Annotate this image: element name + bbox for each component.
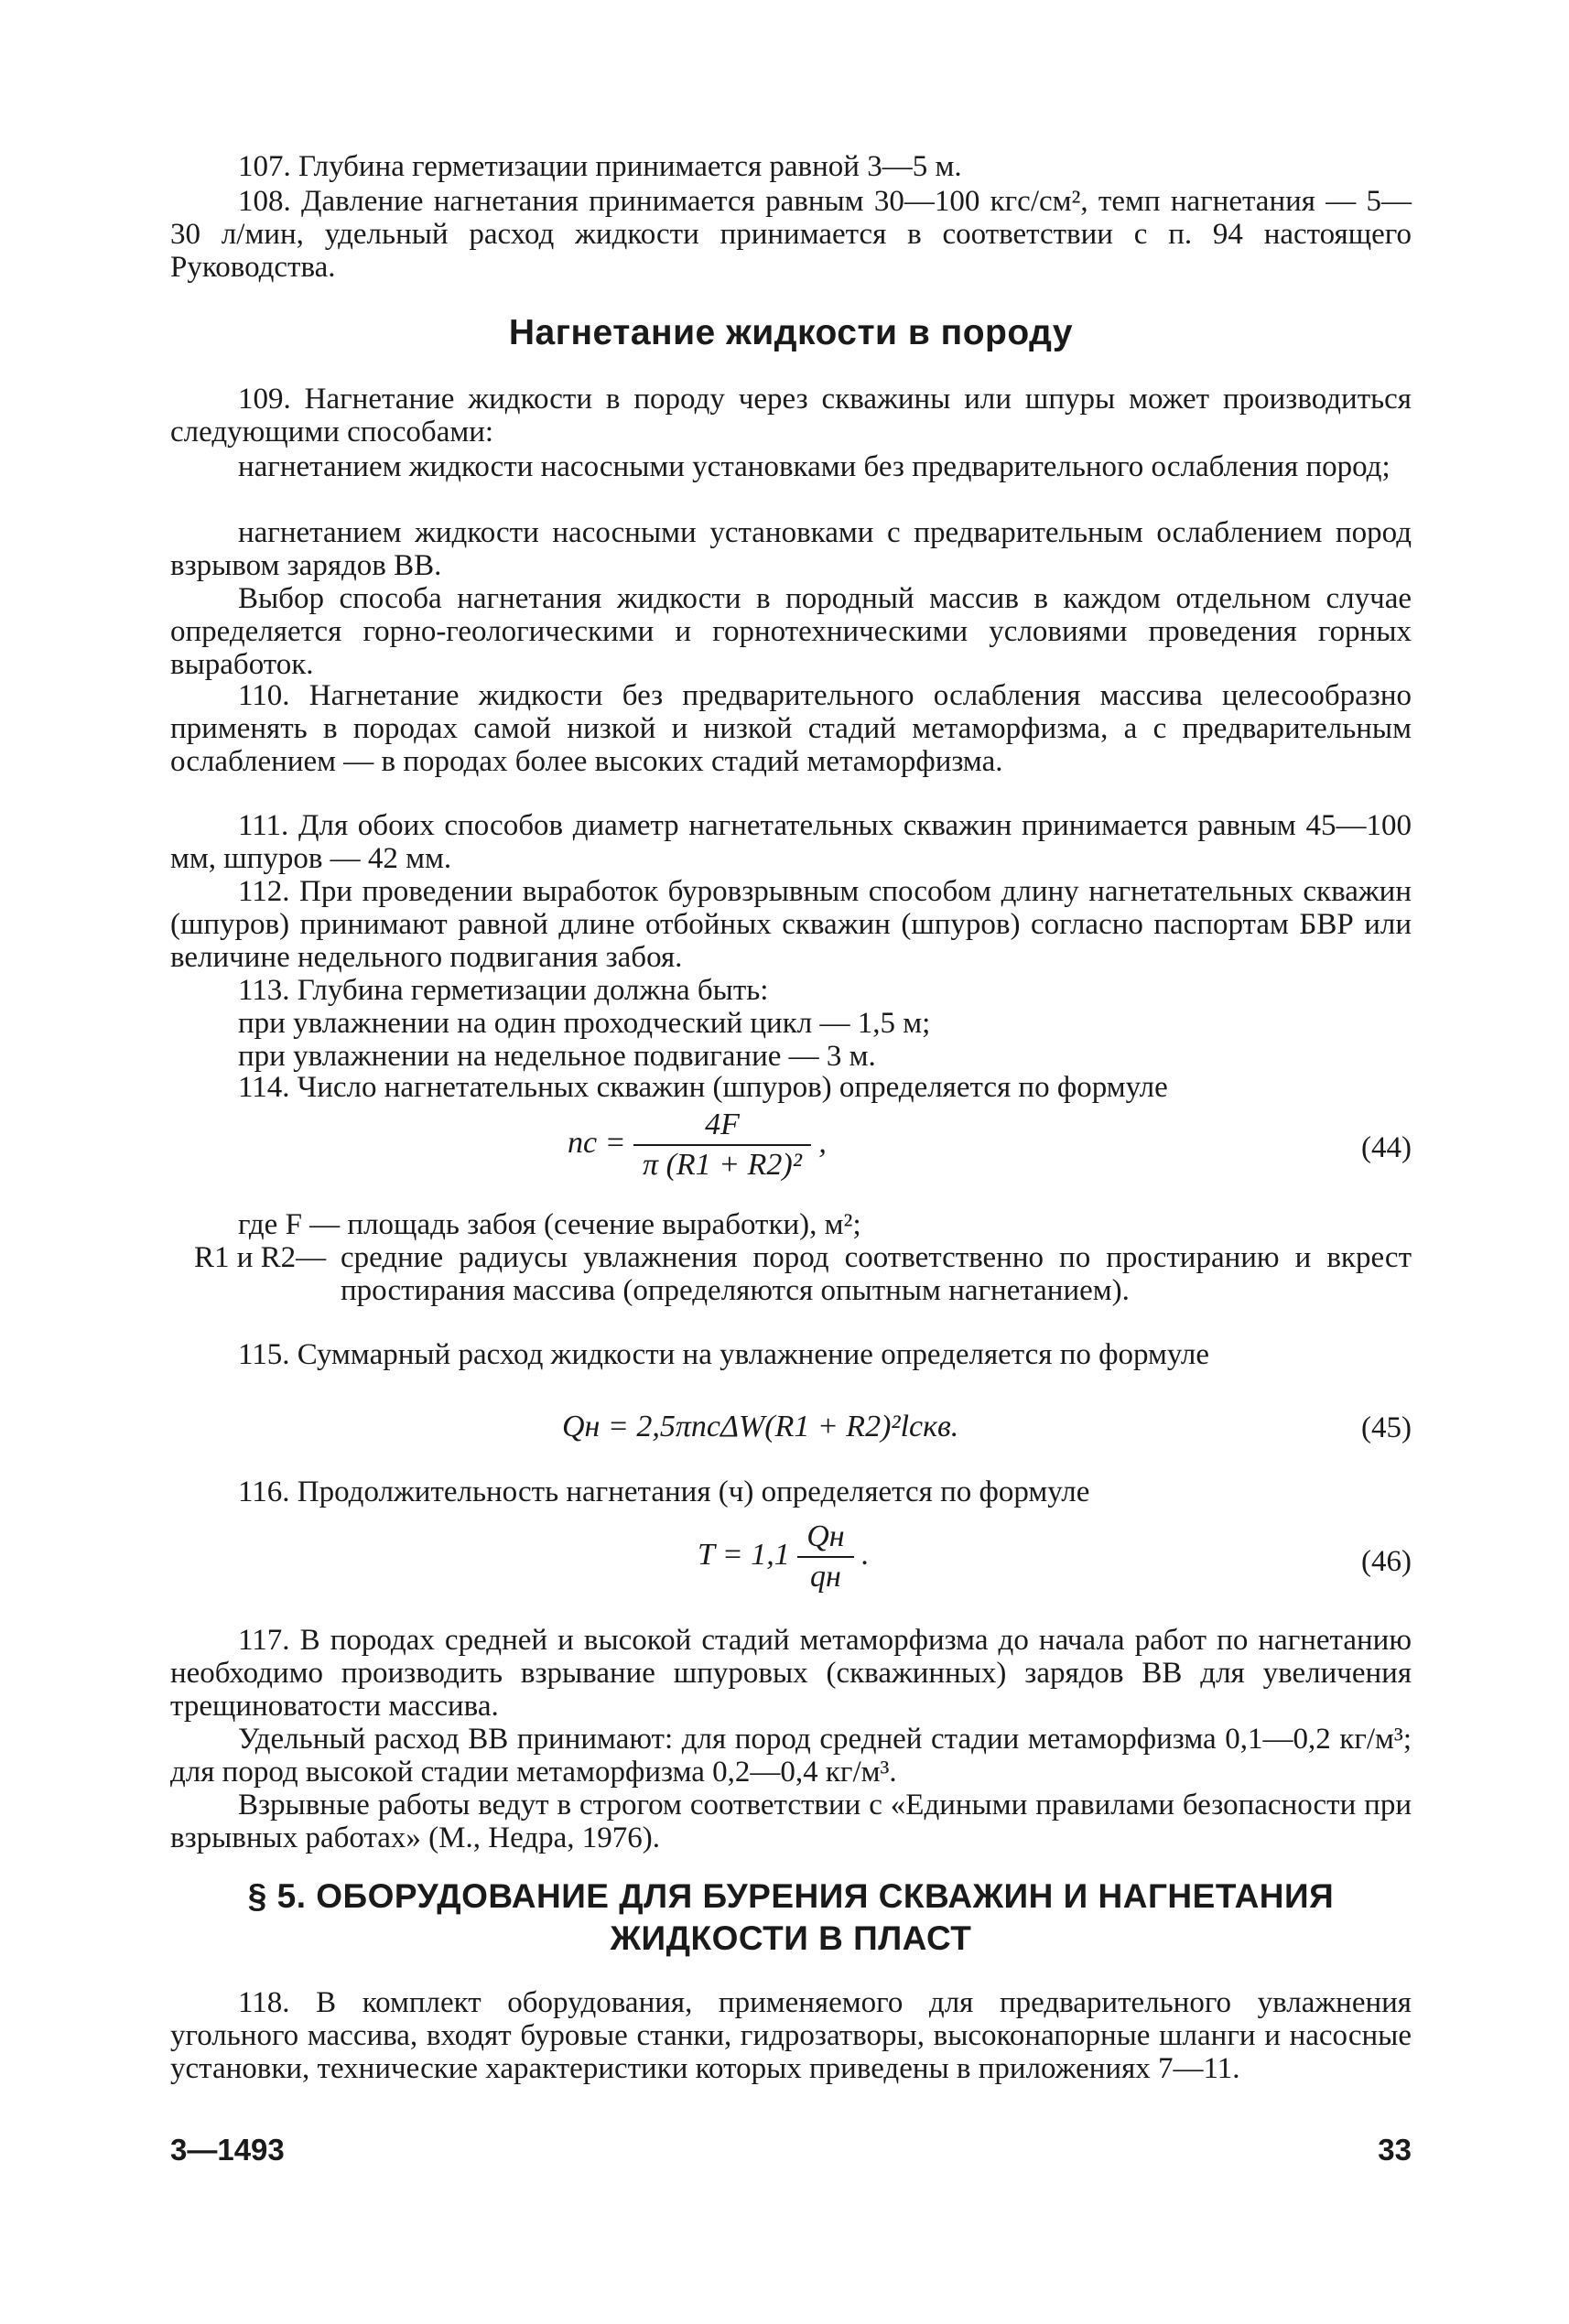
definition-where-f: где F — площадь забоя (сечение выработки), м²;: [238, 1208, 861, 1241]
footer-signature-mark: 3—1493: [170, 2133, 285, 2167]
definition-r-text: средние радиусы увлажнения пород соответственно по простиранию и вкрест простирания массива (определяются опытным нагнетанием).: [341, 1241, 1412, 1307]
paragraph-114: 114. Число нагнетательных скважин (шпуров) определяется по формуле: [238, 1071, 1168, 1104]
formula-45-number: (45): [1361, 1411, 1412, 1444]
formula-44-number: (44): [1361, 1131, 1412, 1164]
formula-46-fraction: [797, 1519, 853, 1594]
paragraph-117: 117. В породах средней и высокой стадий метаморфизма до начала работ по нагнетанию необходимо производить взрывание шпуровых (скважинных) зарядов ВВ для увеличения трещиноватости массива.: [170, 1624, 1412, 1723]
formula-45: Qн = 2,5πncΔW(R1 + R2)²lскв.: [562, 1410, 959, 1443]
paragraph-117-safety-rules: Взрывные работы ведут в строгом соответствии с «Едиными правилами безопасности при взрывных работах» (М., Недра, 1976).: [170, 1789, 1412, 1854]
formula-46-tail: .: [861, 1537, 870, 1572]
section-5-title-line-1: § 5. ОБОРУДОВАНИЕ ДЛЯ БУРЕНИЯ СКВАЖИН И НАГНЕТАНИЯ: [247, 1877, 1335, 1915]
definition-r-label: R1 и R2—: [194, 1241, 327, 1274]
paragraph-109-method-b: нагнетанием жидкости насосными установками с предварительным ослаблением пород взрывом зарядов ВВ.: [170, 516, 1412, 582]
paragraph-115: 115. Суммарный расход жидкости на увлажнение определяется по формуле: [238, 1338, 1210, 1371]
paragraph-107: 107. Глубина герметизации принимается равной 3—5 м.: [238, 150, 962, 183]
formula-46-denominator: qн: [810, 1560, 841, 1594]
formula-44-fraction: [633, 1108, 811, 1183]
formula-44-denominator: π (R1 + R2)²: [643, 1148, 802, 1182]
formula-44-tail: ,: [818, 1125, 827, 1160]
formula-44-numerator: 4F: [633, 1108, 811, 1146]
page-number: 33: [1378, 2133, 1412, 2167]
paragraph-111: 111. Для обоих способов диаметр нагнетательных скважин принимается равным 45—100 мм, шпуров — 42 мм.: [170, 809, 1412, 875]
formula-46-numerator: Qн: [797, 1519, 853, 1558]
formula-46: [698, 1519, 870, 1594]
formula-44-lhs: nc =: [568, 1125, 626, 1160]
paragraph-113: 113. Глубина герметизации должна быть:: [238, 974, 769, 1007]
paragraph-109-choice: Выбор способа нагнетания жидкости в породный массив в каждом отдельном случае определяется горно-геологическими и горнотехническими условиями проведения горных выработок.: [170, 582, 1412, 681]
paragraph-113-item-b: при увлажнении на недельное подвигание — 3 м.: [238, 1040, 876, 1073]
paragraph-117-explosive-rate: Удельный расход ВВ принимают: для пород средней стадии метаморфизма 0,1—0,2 кг/м³; для пород высокой стадии метаморфизма 0,2—0,4 кг/м³.: [170, 1723, 1412, 1789]
section-5-title-line-2: ЖИДКОСТИ В ПЛАСТ: [610, 1919, 972, 1957]
formula-46-number: (46): [1361, 1545, 1412, 1578]
paragraph-118: 118. В комплект оборудования, применяемого для предварительного увлажнения угольного массива, входят буровые станки, гидрозатворы, высоконапорные шланги и насосные установки, технические характеристики которых приведены в приложениях 7—11.: [170, 1986, 1412, 2085]
paragraph-109: 109. Нагнетание жидкости в породу через скважины или шпуры может производиться следующими способами:: [170, 383, 1412, 449]
paragraph-113-item-a: при увлажнении на один проходческий цикл — 1,5 м;: [238, 1007, 931, 1040]
paragraph-109-method-a: нагнетанием жидкости насосными установками без предварительного ослабления пород;: [238, 450, 1390, 483]
paragraph-116: 116. Продолжительность нагнетания (ч) определяется по формуле: [238, 1475, 1090, 1508]
formula-44: [568, 1108, 827, 1183]
heading-injection-into-rock: Нагнетание жидкости в породу: [508, 313, 1074, 352]
paragraph-110: 110. Нагнетание жидкости без предварительного ослабления массива целесообразно применять в породах самой низкой и низкой стадий метаморфизма, а с предварительным ослаблением — в породах более высоких стадий метаморфизма.: [170, 679, 1412, 778]
paragraph-112: 112. При проведении выработок буровзрывным способом длину нагнетательных скважин (шпуров) принимают равной длине отбойных скважин (шпуров) согласно паспортам БВР или величине недельного подвигания забоя.: [170, 875, 1412, 974]
formula-46-lhs: T = 1,1: [698, 1537, 790, 1572]
paragraph-108: 108. Давление нагнетания принимается равным 30—100 кгс/см², темп нагнетания — 5—30 л/мин, удельный расход жидкости принимается в соответствии с п. 94 настоящего Руководства.: [170, 185, 1412, 284]
